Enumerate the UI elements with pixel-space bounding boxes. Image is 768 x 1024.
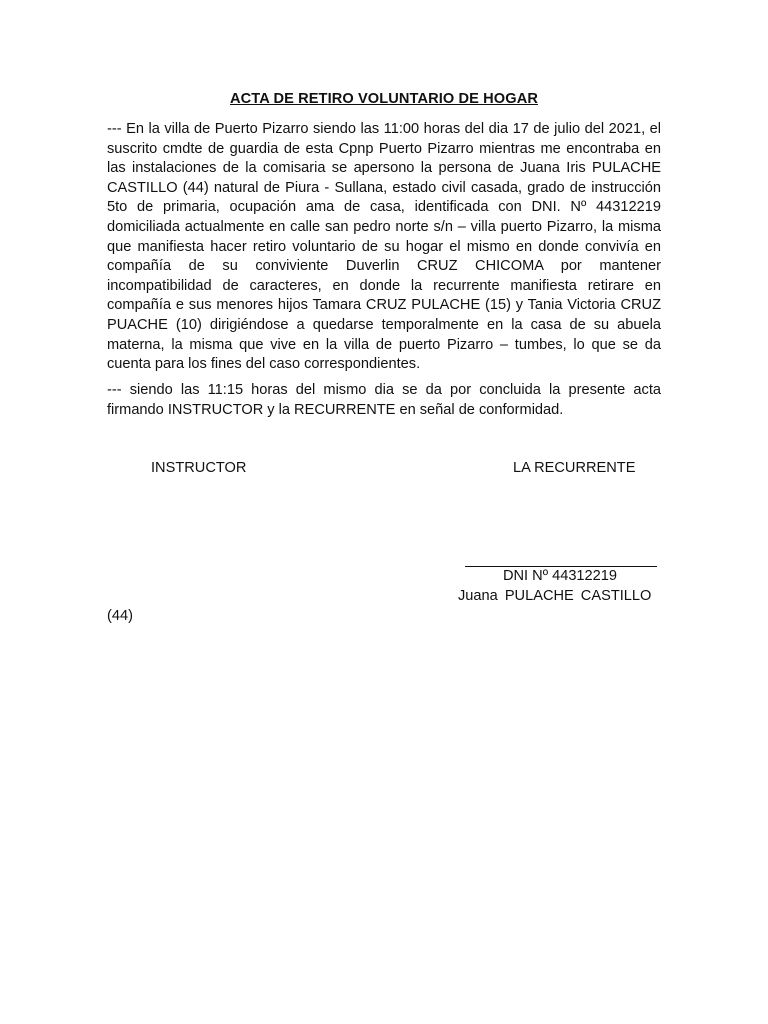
signatory-dni: DNI Nº 44312219 (502, 568, 618, 584)
signatory-name: Juana PULACHE CASTILLO (458, 588, 652, 604)
body-paragraph-2: --- siendo las 11:15 horas del mismo dia se da por concluida la presente acta firmando INSTRUCTOR y la RECURRENTE en señal de conformidad. (107, 382, 661, 418)
body-paragraph-1: --- En la villa de Puerto Pizarro siendo las 11:00 horas del dia 17 de julio del 2021, el suscrito cmdte de guardia de esta Cpnp Puerto Pizarro mientras me encontraba en las instalaciones de la comisaria se apersono la persona de Juana Iris PULACHE CASTILLO (44) natural de Piura - Sullana, estado civil casada, grado de instrucción 5to de primaria, ocupación ama de casa, identificada con DNI. Nº 44312219 domiciliada actualmente en calle san pedro norte s/n – villa puerto Pizarro, la misma que manifiesta hacer retiro voluntario de su hogar el mismo en donde convivía en compañía de su conviviente Duverlin CRUZ CHICOMA por mantener incompatibilidad de caracteres, en donde la recurrente manifiesta retirare en compañía e sus menores hijos Tamara CRUZ PULACHE (15) y Tania Victoria CRUZ PUACHE (10) dirigiéndose a quedarse temporalmente en la casa de su abuela materna, la misma que vive en la villa de puerto Pizarro – tumbes, lo que se da cuenta para los fines del caso correspondientes. (107, 121, 661, 373)
instructor-label: INSTRUCTOR (151, 460, 247, 476)
recurrente-label: LA RECURRENTE (513, 460, 636, 476)
signatory-age: (44) (107, 608, 133, 624)
signature-line (465, 566, 657, 567)
document-title: ACTA DE RETIRO VOLUNTARIO DE HOGAR (230, 91, 538, 107)
